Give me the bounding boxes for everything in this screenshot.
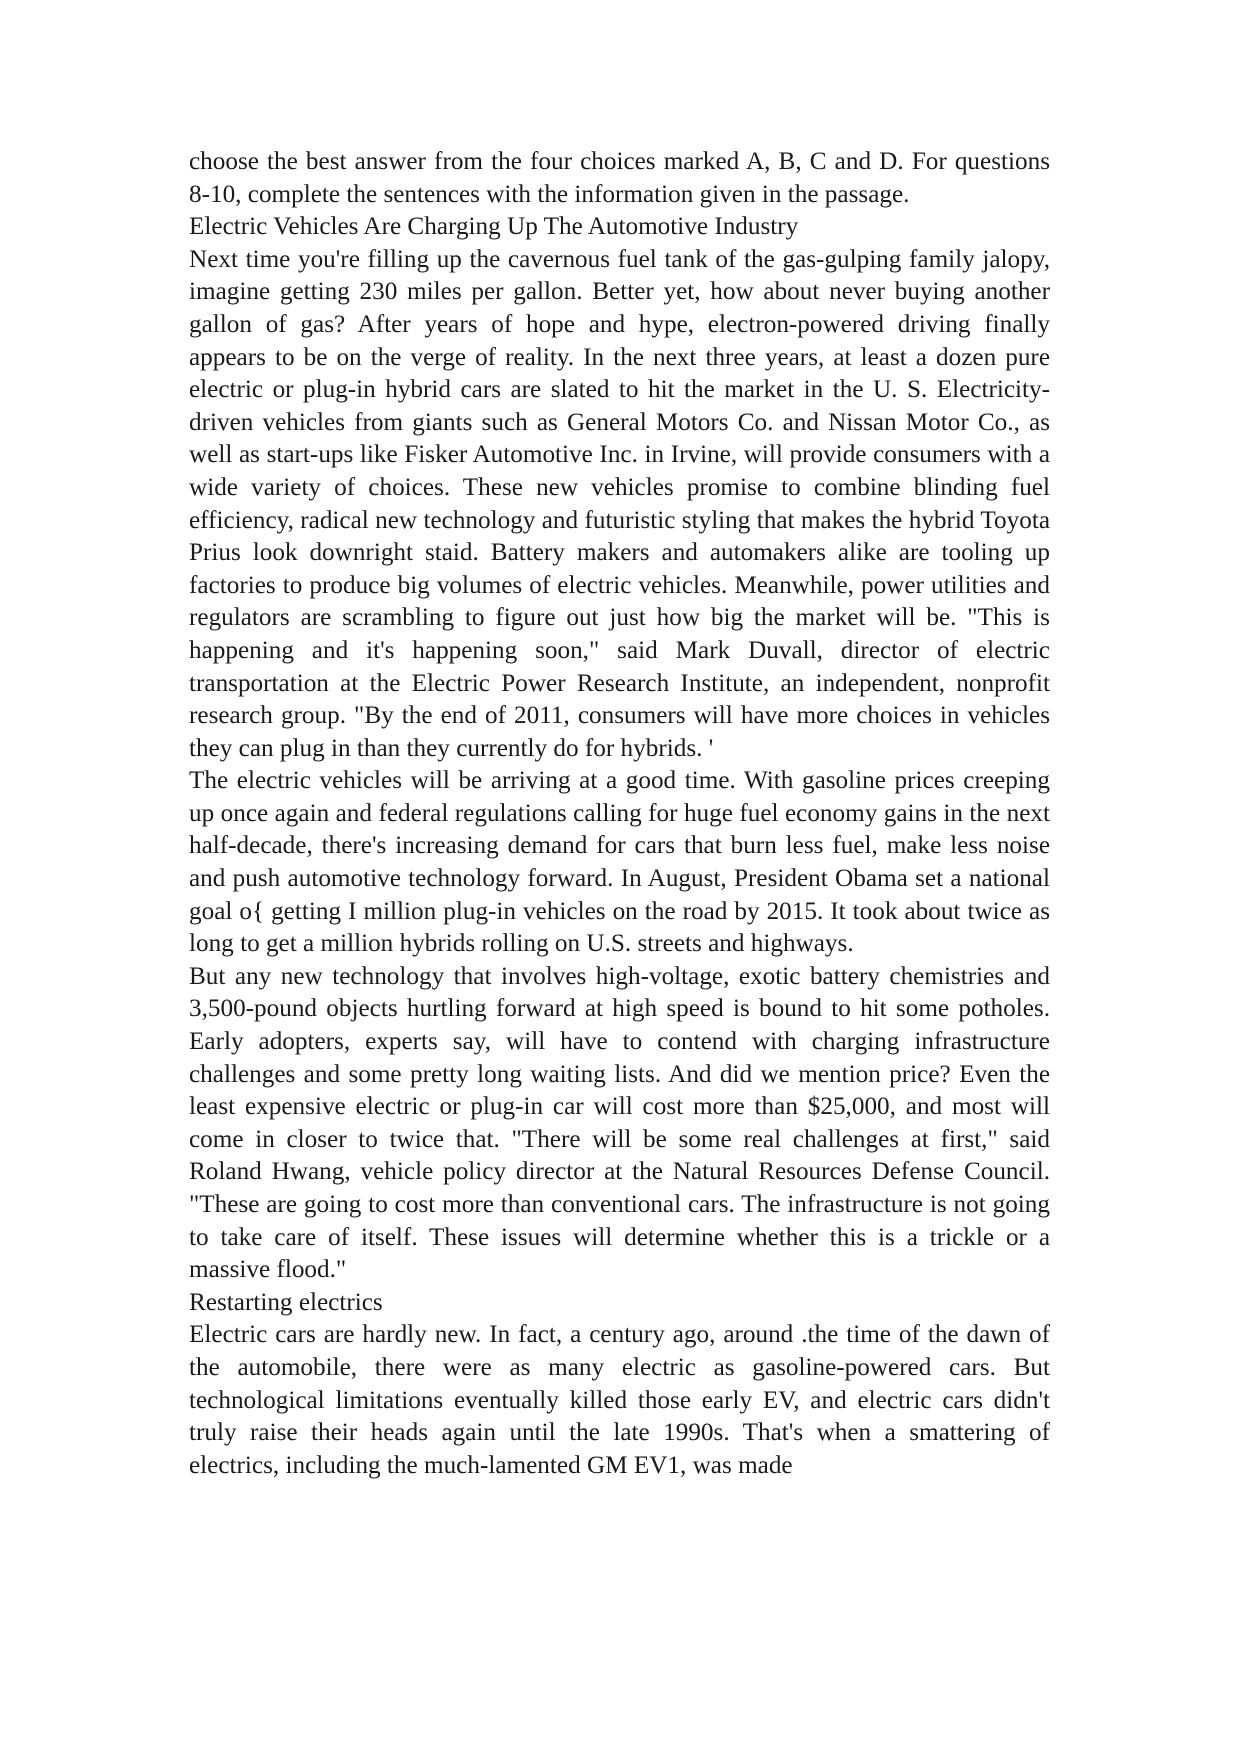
document-page (189, 146, 1050, 1482)
body-paragraph-4: Electric cars are hardly new. In fact, a century ago, around .the time of the dawn of the automobile, there were as many electric as gasoline-powered cars. But technological limitations eventually killed those early EV, and electric cars didn't truly raise their heads again until the late 1990s. That's when a smattering of electrics, including the much-lamented GM EV1, was made (189, 1321, 1050, 1479)
section-subheading: Restarting electrics (189, 1288, 383, 1316)
body-paragraph-3: But any new technology that involves high-voltage, exotic battery chemistries and 3,500-pound objects hurtling forward at high speed is bound to hit some potholes. Early adopters, experts say, will have to contend with charging infrastructure challenges and some pretty long waiting lists. And did we mention price? Even the least expensive electric or plug-in car will cost more than $25,000, and most will come in closer to twice that. "There will be some real challenges at first," said Roland Hwang, vehicle policy director at the Natural Resources Defense Council. "These are going to cost more than conventional cars. The infrastructure is not going to take care of itself. These issues will determine whether this is a trickle or a massive flood." (189, 962, 1050, 1284)
article-title: Electric Vehicles Are Charging Up The Automotive Industry (189, 213, 799, 241)
body-paragraph-1: Next time you're filling up the cavernous fuel tank of the gas-gulping family jalopy, imagine getting 230 miles per gallon. Better yet, how about never buying another gallon of gas? After years of hope and hype, electron-powered driving finally appears to be on the verge of reality. In the next three years, at least a dozen pure electric or plug-in hybrid cars are slated to hit the market in the U. S. Electricity-driven vehicles from giants such as General Motors Co. and Nissan Motor Co., as well as start-ups like Fisker Automotive Inc. in Irvine, will provide consumers with a wide variety of choices. These new vehicles promise to combine blinding fuel efficiency, radical new technology and futuristic styling that makes the hybrid Toyota Prius look downright staid. Battery makers and automakers alike are tooling up factories to produce big volumes of electric vehicles. Meanwhile, power utilities and regulators are scrambling to figure out just how big the market will be. "This is happening and it's happening soon," said Mark Duvall, director of electric transportation at the Electric Power Research Institute, an independent, nonprofit research group. "By the end of 2011, consumers will have more choices in vehicles they can plug in than they currently do for hybrids. ' (189, 245, 1050, 762)
instructions-text: choose the best answer from the four choices marked A, B, C and D. For questions 8-10, complete the sentences with the information given in the passage. (189, 148, 1050, 208)
body-paragraph-2: The electric vehicles will be arriving at a good time. With gasoline prices creeping up once again and federal regulations calling for huge fuel economy gains in the next half-decade, there's increasing demand for cars that burn less fuel, make less noise and push automotive technology forward. In August, President Obama set a national goal o{ getting I million plug-in vehicles on the road by 2015. It took about twice as long to get a million hybrids rolling on U.S. streets and highways. (189, 767, 1050, 958)
